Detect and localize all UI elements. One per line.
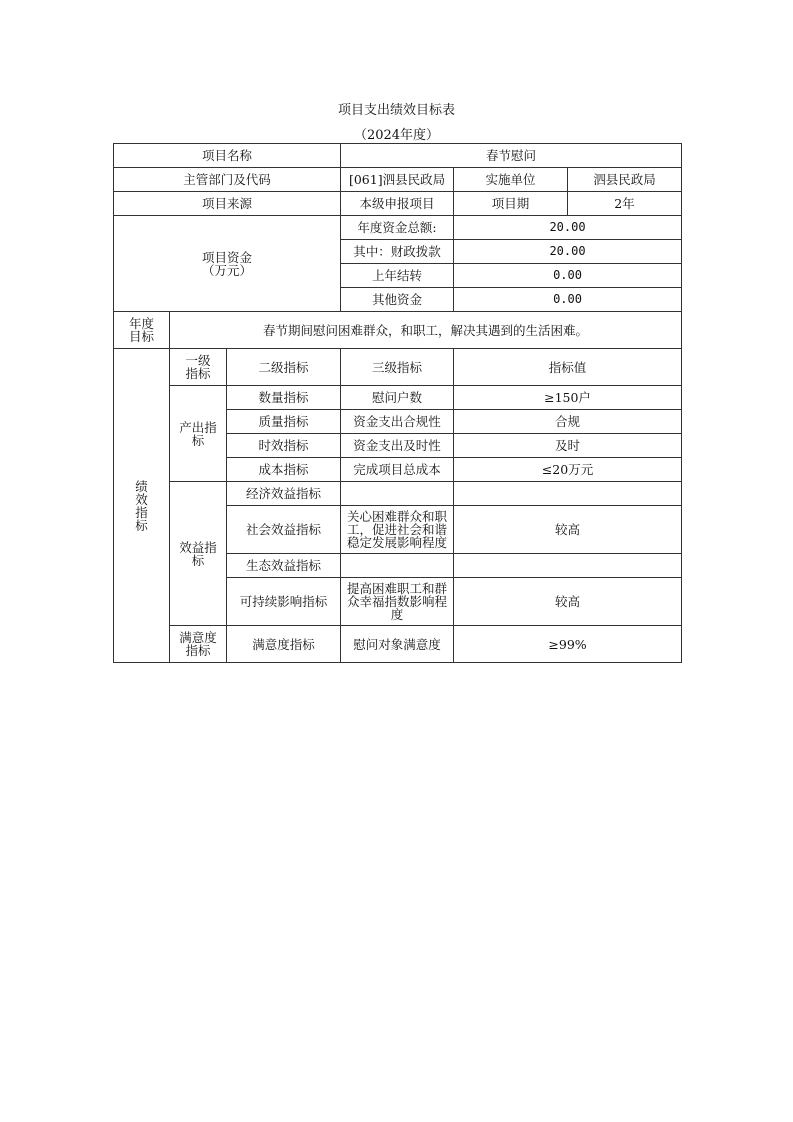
output-value: 合规 xyxy=(454,410,682,434)
project-name-value: 春节慰问 xyxy=(341,144,682,168)
annual-goal-label: 年度目标 xyxy=(114,312,170,349)
satisfaction-label: 满意度指标 xyxy=(170,626,227,663)
table-row xyxy=(114,626,682,663)
performance-table xyxy=(113,143,682,663)
benefit-l2: 社会效益指标 xyxy=(227,506,341,554)
output-l2: 成本指标 xyxy=(227,458,341,482)
table-row xyxy=(114,386,682,410)
benefit-l3: 关心困难群众和职工，促进社会和谐稳定发展影响程度 xyxy=(341,506,454,554)
period-label: 项目期 xyxy=(454,192,568,216)
header-level2: 二级指标 xyxy=(227,349,341,386)
funds-other-label: 其他资金 xyxy=(341,288,454,312)
source-value: 本级申报项目 xyxy=(341,192,454,216)
benefit-value xyxy=(454,482,682,506)
page-title: 项目支出绩效目标表 xyxy=(337,103,455,118)
output-value: ≤20万元 xyxy=(454,458,682,482)
output-l2: 数量指标 xyxy=(227,386,341,410)
header-level1: 一级指标 xyxy=(170,349,227,386)
output-value: ≥150户 xyxy=(454,386,682,410)
satisfaction-l2: 满意度指标 xyxy=(227,626,341,663)
row-project-name xyxy=(114,144,682,168)
funds-other-value: 0.00 xyxy=(454,288,682,312)
benefit-l2: 生态效益指标 xyxy=(227,554,341,578)
header-value: 指标值 xyxy=(454,349,682,386)
dept-label: 主管部门及代码 xyxy=(114,168,341,192)
benefit-l2: 经济效益指标 xyxy=(227,482,341,506)
benefit-l3: 提高困难职工和群众幸福指数影响程度 xyxy=(341,578,454,626)
output-l2: 时效指标 xyxy=(227,434,341,458)
funds-carry-value: 0.00 xyxy=(454,264,682,288)
row-source xyxy=(114,192,682,216)
period-value: 2年 xyxy=(568,192,682,216)
funds-total-label: 年度资金总额: xyxy=(341,216,454,240)
benefit-value: 较高 xyxy=(454,578,682,626)
output-l3: 慰问户数 xyxy=(341,386,454,410)
annual-goal-value: 春节期间慰问困难群众，和职工，解决其遇到的生活困难。 xyxy=(170,312,682,349)
benefit-value: 较高 xyxy=(454,506,682,554)
source-label: 项目来源 xyxy=(114,192,341,216)
funds-fiscal-label: 其中：财政拨款 xyxy=(341,240,454,264)
benefit-l2: 可持续影响指标 xyxy=(227,578,341,626)
output-l3: 完成项目总成本 xyxy=(341,458,454,482)
output-l3: 资金支出合规性 xyxy=(341,410,454,434)
row-headers xyxy=(114,349,682,386)
impl-value: 泗县民政局 xyxy=(568,168,682,192)
funds-carry-label: 上年结转 xyxy=(341,264,454,288)
row-dept xyxy=(114,168,682,192)
funds-label: 项目资金 （万元） xyxy=(114,216,341,312)
row-annual-goal xyxy=(114,312,682,349)
page-subtitle: （2024年度） xyxy=(353,128,440,143)
output-l2: 质量指标 xyxy=(227,410,341,434)
output-l3: 资金支出及时性 xyxy=(341,434,454,458)
project-name-label: 项目名称 xyxy=(114,144,341,168)
impl-label: 实施单位 xyxy=(454,168,568,192)
table-row xyxy=(114,482,682,506)
funds-fiscal-value: 20.00 xyxy=(454,240,682,264)
output-label: 产出指标 xyxy=(170,386,227,482)
benefit-value xyxy=(454,554,682,578)
perf-label: 绩效指标 xyxy=(114,349,170,663)
header-level3: 三级指标 xyxy=(341,349,454,386)
output-value: 及时 xyxy=(454,434,682,458)
dept-value: [061]泗县民政局 xyxy=(341,168,454,192)
satisfaction-l3: 慰问对象满意度 xyxy=(341,626,454,663)
satisfaction-value: ≥99% xyxy=(454,626,682,663)
benefit-l3 xyxy=(341,554,454,578)
benefit-label: 效益指标 xyxy=(170,482,227,626)
benefit-l3 xyxy=(341,482,454,506)
row-funds-total xyxy=(114,216,682,240)
funds-total-value: 20.00 xyxy=(454,216,682,240)
